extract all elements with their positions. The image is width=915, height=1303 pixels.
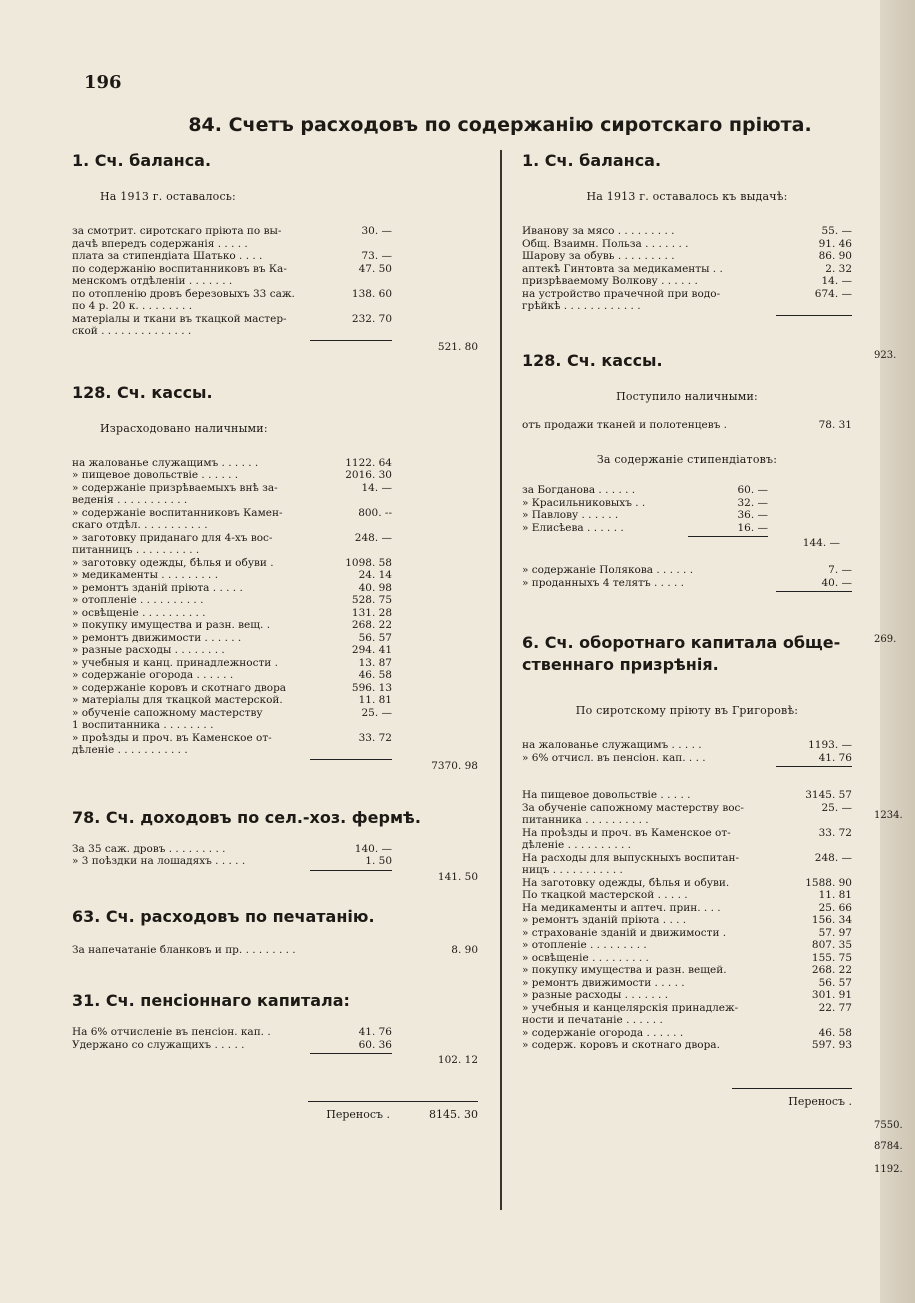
entry-label: На пищевое довольствіе . . . . . <box>522 789 691 801</box>
edge-number: 7550. <box>874 1120 903 1131</box>
entry-amount: 14. — <box>821 275 852 287</box>
edge-number: 1192. <box>874 1164 903 1175</box>
carry-rule <box>308 1101 478 1102</box>
section-total-row <box>72 760 478 773</box>
entry-amount: 1193. — <box>808 739 852 751</box>
entry-row <box>522 1002 852 1027</box>
entry-label: на устройство прачечной при водо- грѣйкѣ . . . . . . . . . . . . <box>522 287 721 312</box>
entry-row <box>72 482 478 507</box>
entry-row <box>522 250 852 263</box>
entry-row <box>522 877 852 890</box>
entry-row <box>72 855 478 868</box>
entry-label: » Елисѣева . . . . . . <box>522 521 624 534</box>
section-farm <box>72 807 478 884</box>
entry-label: по содержанію воспитанниковъ въ Ка- менскомъ отдѣленіи . . . . . . . <box>72 262 287 287</box>
entry-label: За напечатаніе бланковъ и пр. . . . . . . . . <box>72 943 296 956</box>
section-total-row <box>72 1054 478 1067</box>
entry-label: на жалованье служащимъ . . . . . <box>522 739 702 751</box>
entry-amount: 40. 98 <box>358 581 392 594</box>
entry-label: » Красильниковыхъ . . <box>522 496 646 509</box>
section-title: 1. Сч. баланса. <box>72 151 212 170</box>
entry-label: На расходы для выпускныхъ воспитан- ницъ . . . . . . . . . . . <box>522 851 740 876</box>
entry-amount: 14. — <box>361 481 392 494</box>
entry-amount: 800. -- <box>358 506 392 519</box>
entry-amount: 232. 70 <box>351 312 392 325</box>
carry-value: 8145. 30 <box>429 1108 478 1121</box>
entry-label: » ремонтъ движимости . . . . . <box>522 976 685 989</box>
entry-label: » ремонтъ движимости . . . . . . <box>72 631 242 644</box>
entry-amount: 1122. 64 <box>345 456 392 469</box>
entry-row <box>72 557 478 570</box>
entry-row <box>72 657 478 670</box>
adjacent-page-edge <box>880 0 915 1303</box>
entry-label: отъ продажи тканей и полотенцевъ . <box>522 418 727 431</box>
entry-row <box>72 582 478 595</box>
entry-amount: 60. — <box>737 484 768 496</box>
column-divider <box>500 150 502 1210</box>
entry-label: » содержаніе Полякова . . . . . . <box>522 564 694 576</box>
entry-row <box>72 632 478 645</box>
left-column <box>72 150 478 1121</box>
entry-row <box>522 1039 852 1052</box>
entry-label: призрѣваемому Волкову . . . . . . <box>522 275 698 287</box>
entry-amount: 1098. 58 <box>345 556 392 569</box>
entry-row <box>72 644 478 657</box>
stipend-list <box>522 484 768 537</box>
entry-row <box>522 964 852 977</box>
carry-forward-right <box>522 1088 852 1108</box>
entry-row <box>72 507 478 532</box>
entry-row <box>522 827 852 852</box>
entry-row <box>72 594 478 607</box>
entry-row <box>522 939 852 952</box>
section-pension <box>72 990 478 1067</box>
entry-label: » заготовку одежды, бѣлья и обуви . <box>72 556 274 569</box>
entry-amount: 41. 76 <box>818 751 852 764</box>
entry-row <box>522 852 852 877</box>
entry-label: » содержаніе воспитанниковъ Камен- скаго отдѣл. . . . . . . . . . . <box>72 506 283 531</box>
entry-label: » проѣзды и проч. въ Каменское от- дѣленіе . . . . . . . . . . . <box>72 731 272 756</box>
entry-row <box>72 707 478 732</box>
entry-label: За 35 саж. дровъ . . . . . . . . . <box>72 842 226 855</box>
entry-row <box>522 577 852 590</box>
entry-label: за смотрит. сиротскаго пріюта по вы- дачѣ впередъ содержанія . . . . . <box>72 225 282 250</box>
entry-amount: 807. 35 <box>811 939 852 951</box>
entry-amount: 25. — <box>821 801 852 814</box>
entry-row <box>522 484 768 497</box>
entry-row <box>522 989 852 1002</box>
entry-amount: 56. 57 <box>818 976 852 989</box>
entry-amount: 56. 57 <box>358 631 392 644</box>
entry-amount: 268. 22 <box>811 964 852 976</box>
entry-label: По ткацкой мастерской . . . . . <box>522 889 688 901</box>
section-balance-left <box>72 150 478 354</box>
section-subtitle: По сиротскому пріюту въ Григоровѣ: <box>575 704 799 717</box>
entry-row <box>522 977 852 990</box>
entry-label: » 3 поѣздки на лошадяхъ . . . . . <box>72 855 246 867</box>
entry-amount: 528. 75 <box>351 594 392 606</box>
entry-amount: 16. — <box>737 521 768 534</box>
entry-row <box>72 843 478 856</box>
entry-amount: 597. 93 <box>811 1039 852 1051</box>
section-title: 128. Сч. кассы. <box>72 382 213 402</box>
entry-row <box>522 1027 852 1040</box>
entry-row <box>72 457 478 470</box>
right-column <box>522 150 852 1108</box>
entry-label: На проѣзды и проч. въ Каменское от- дѣленіе . . . . . . . . . . <box>522 826 731 851</box>
entry-row <box>72 225 478 250</box>
entry-label: » разные расходы . . . . . . . . <box>72 644 225 656</box>
entry-amount: 25. — <box>361 706 392 719</box>
entry-amount: 57. 97 <box>818 926 852 939</box>
section-cash-right <box>522 350 852 593</box>
entry-label: » обученіе сапожному мастерству 1 воспитанника . . . . . . . . <box>72 706 263 731</box>
entry-amount: 294. 41 <box>351 644 392 656</box>
edge-number: 269. <box>874 634 897 645</box>
entry-row <box>522 802 852 827</box>
section-working-capital <box>522 632 852 1052</box>
entry-row <box>522 564 852 577</box>
entry-amount: 24. 14 <box>358 569 392 581</box>
section-title: 78. Сч. доходовъ по сел.-хоз. фермѣ. <box>72 807 421 827</box>
entry-label: » ремонтъ зданій пріюта . . . . . <box>72 581 243 594</box>
section-balance-right <box>522 150 852 316</box>
entry-row <box>72 682 478 695</box>
entry-label: » Павлову . . . . . . <box>522 509 619 521</box>
entry-amount: 7. — <box>828 564 852 576</box>
entry-label: » отопленіе . . . . . . . . . . <box>72 594 204 606</box>
entry-row <box>72 532 478 557</box>
entry-label: » покупку имущества и разн. вещей. <box>522 964 727 976</box>
entry-amount: 2. 32 <box>825 262 852 275</box>
entry-label: Шарову за обувь . . . . . . . . . <box>522 250 675 262</box>
section-total-row <box>72 871 478 884</box>
entry-row <box>72 732 478 757</box>
entry-label: по отопленію дровъ березовыхъ 33 саж. по 4 р. 20 к. . . . . . . . . <box>72 287 295 312</box>
entry-row <box>72 288 478 313</box>
entry-label: плата за стипендіата Шатько . . . . <box>72 250 263 262</box>
entry-label: На заготовку одежды, бѣлья и обуви. <box>522 876 730 889</box>
entry-label: » покупку имущества и разн. вещ. . <box>72 619 271 631</box>
section-subtitle: На 1913 г. оставалось: <box>100 190 236 203</box>
entry-label: за Богданова . . . . . . <box>522 484 636 496</box>
section-cash-left <box>72 382 478 773</box>
edge-number: 1234. <box>874 810 903 821</box>
entry-amount: 11. 81 <box>818 889 852 901</box>
entry-row <box>72 619 478 632</box>
entry-amount: 596. 13 <box>351 681 392 694</box>
entry-row <box>72 944 478 957</box>
entry-amount: 13. 87 <box>358 656 392 669</box>
entry-label: На медикаменты и аптеч. прин. . . . <box>522 901 721 914</box>
entry-amount: 73. — <box>361 250 392 262</box>
entry-row <box>72 607 478 620</box>
entry-label: » ремонтъ зданій пріюта . . . . <box>522 914 687 926</box>
entry-amount: 1588. 90 <box>805 876 852 889</box>
section-subtitle: Израсходовано наличными: <box>100 421 268 435</box>
entry-amount: 248. — <box>814 851 852 864</box>
entry-row <box>522 263 852 276</box>
entry-row <box>522 739 852 752</box>
section-total: 7370. 98 <box>431 759 478 772</box>
entry-amount: 60. 36 <box>358 1038 392 1051</box>
entry-amount: 156. 34 <box>811 914 852 926</box>
entry-row <box>72 569 478 582</box>
entry-row <box>522 522 768 535</box>
entry-label: » учебныя и канцелярскія принадлеж- ности и печатаніе . . . . . . <box>522 1001 739 1026</box>
entry-label: » содержаніе огорода . . . . . . <box>72 669 234 681</box>
entry-amount: 47. 50 <box>358 262 392 275</box>
entry-label: » содержаніе призрѣваемыхъ внѣ за- веденія . . . . . . . . . . . <box>72 481 278 506</box>
entry-label: » содержаніе коровъ и скотнаго двора <box>72 681 287 694</box>
entry-amount: 131. 28 <box>351 606 392 619</box>
entry-amount: 78. 31 <box>818 418 852 431</box>
entry-amount: 155. 75 <box>811 951 852 964</box>
entry-label: » содерж. коровъ и скотнаго двора. <box>522 1039 720 1051</box>
entry-row <box>522 889 852 902</box>
section-title: 128. Сч. кассы. <box>522 350 663 370</box>
entry-label: » содержаніе огорода . . . . . . <box>522 1026 684 1039</box>
edge-number: 8784. <box>874 1141 903 1152</box>
entry-label: » медикаменты . . . . . . . . . <box>72 569 219 581</box>
entry-row <box>522 952 852 965</box>
entry-amount: 91. 46 <box>818 237 852 250</box>
entry-label: » разные расходы . . . . . . . <box>522 989 669 1001</box>
carry-rule <box>732 1088 852 1089</box>
entry-row <box>522 914 852 927</box>
entry-label: » заготовку приданаго для 4-хъ вос- питанницъ . . . . . . . . . . <box>72 531 273 556</box>
entry-amount: 301. 91 <box>811 989 852 1001</box>
entry-label: Общ. Взаимн. Польза . . . . . . . <box>522 237 689 250</box>
section-total: 8. 90 <box>451 943 478 956</box>
entry-row <box>522 288 852 313</box>
entry-row <box>522 752 852 765</box>
entry-amount: 1. 50 <box>365 855 392 867</box>
entry-row <box>522 927 852 940</box>
entry-label: » пищевое довольствіе . . . . . . <box>72 469 239 481</box>
entry-amount: 3145. 57 <box>805 789 852 801</box>
entry-row <box>72 469 478 482</box>
entry-label: » 6% отчисл. въ пенсіон. кап. . . . <box>522 751 706 764</box>
entry-row <box>522 419 852 432</box>
edge-number: 923. <box>874 350 897 361</box>
entry-amount: 11. 81 <box>358 694 392 706</box>
entry-row <box>522 902 852 915</box>
section-total-row <box>72 341 478 354</box>
entry-row <box>522 509 768 522</box>
entry-row <box>522 238 852 251</box>
entry-label: За обученіе сапожному мастерству вос- питанника . . . . . . . . . . <box>522 801 744 826</box>
entry-row <box>72 313 478 338</box>
carry-row <box>522 1095 852 1108</box>
entry-amount: 40. — <box>821 576 852 589</box>
entry-amount: 674. — <box>814 287 852 300</box>
subtotal-rule <box>776 591 852 592</box>
entry-amount: 41. 76 <box>358 1026 392 1038</box>
entry-label: Удержано со служащихъ . . . . . <box>72 1038 245 1051</box>
entry-label: » матеріалы для ткацкой мастерской. <box>72 694 283 706</box>
entry-amount: 33. 72 <box>358 731 392 744</box>
entry-amount: 248. — <box>354 531 392 544</box>
entry-row <box>72 694 478 707</box>
entry-label: » освѣщеніе . . . . . . . . . <box>522 951 649 964</box>
entry-amount: 30. — <box>361 225 392 237</box>
entry-amount: 22. 77 <box>818 1001 852 1014</box>
subtotal-rule <box>776 315 852 316</box>
entry-amount: 2016. 30 <box>345 469 392 481</box>
entry-row <box>522 497 768 510</box>
section-title: 63. Сч. расходовъ по печатанію. <box>72 906 375 926</box>
entry-label: аптекѣ Гинтовта за медикаменты . . <box>522 262 723 275</box>
carry-forward-left <box>72 1101 478 1121</box>
stipend-total: 144. — <box>802 537 840 549</box>
section-printing <box>72 906 478 957</box>
carry-row <box>72 1108 478 1121</box>
entry-amount: 25. 66 <box>818 901 852 914</box>
page-number: 196 <box>84 72 122 93</box>
entry-row <box>522 789 852 802</box>
stipend-total-row <box>522 537 852 550</box>
entry-label: » проданныхъ 4 телятъ . . . . . <box>522 576 685 589</box>
entry-amount: 86. 90 <box>818 250 852 262</box>
entry-row <box>522 275 852 288</box>
carry-label: Переносъ . <box>326 1108 390 1121</box>
section-total: 102. 12 <box>437 1054 478 1066</box>
entry-label: » отопленіе . . . . . . . . . <box>522 939 647 951</box>
entry-row <box>522 225 852 238</box>
section-subtitle: Поступило наличными: <box>616 389 758 403</box>
entry-row <box>72 263 478 288</box>
entry-label: » освѣщеніе . . . . . . . . . . <box>72 606 206 619</box>
entries-list <box>72 457 478 757</box>
section-subtitle: За содержаніе стипендіатовъ: <box>596 453 778 466</box>
entries-list <box>72 225 478 338</box>
entry-amount: 46. 58 <box>358 669 392 681</box>
entry-label: на жалованье служащимъ . . . . . . <box>72 456 259 469</box>
entry-row <box>72 1026 478 1039</box>
entry-row <box>72 669 478 682</box>
entry-amount: 138. 60 <box>351 287 392 300</box>
entry-label: матеріалы и ткани въ ткацкой мастер- ской . . . . . . . . . . . . . . <box>72 312 287 337</box>
entry-amount: 32. — <box>737 496 768 509</box>
entry-row <box>72 250 478 263</box>
section-total: 521. 80 <box>437 340 478 353</box>
entry-amount: 55. — <box>821 225 852 237</box>
section-title: 31. Сч. пенсіоннаго капитала: <box>72 991 350 1010</box>
section-subtitle: На 1913 г. оставалось къ выдачѣ: <box>586 190 788 203</box>
entry-label: На 6% отчисленіе въ пенсіон. кап. . <box>72 1026 271 1038</box>
entry-row <box>72 1039 478 1052</box>
page-title: 84. Счетъ расходовъ по содержанію сиротскаго пріюта. <box>188 114 812 136</box>
entry-label: » учебныя и канц. принадлежности . <box>72 656 278 669</box>
section-total: 141. 50 <box>437 870 478 883</box>
carry-label: Переносъ . <box>788 1094 852 1108</box>
section-title: 1. Сч. баланса. <box>522 151 662 170</box>
entry-amount: 33. 72 <box>818 826 852 839</box>
entry-label: » страхованіе зданій и движимости . <box>522 926 727 939</box>
entry-amount: 36. — <box>737 509 768 521</box>
entry-amount: 140. — <box>354 842 392 855</box>
entry-amount: 46. 58 <box>818 1026 852 1039</box>
section-title: 6. Сч. оборотнаго капитала обще- ственнаго призрѣнія. <box>522 633 841 674</box>
entry-label: Иванову за мясо . . . . . . . . . <box>522 225 675 237</box>
entry-amount: 268. 22 <box>351 619 392 631</box>
